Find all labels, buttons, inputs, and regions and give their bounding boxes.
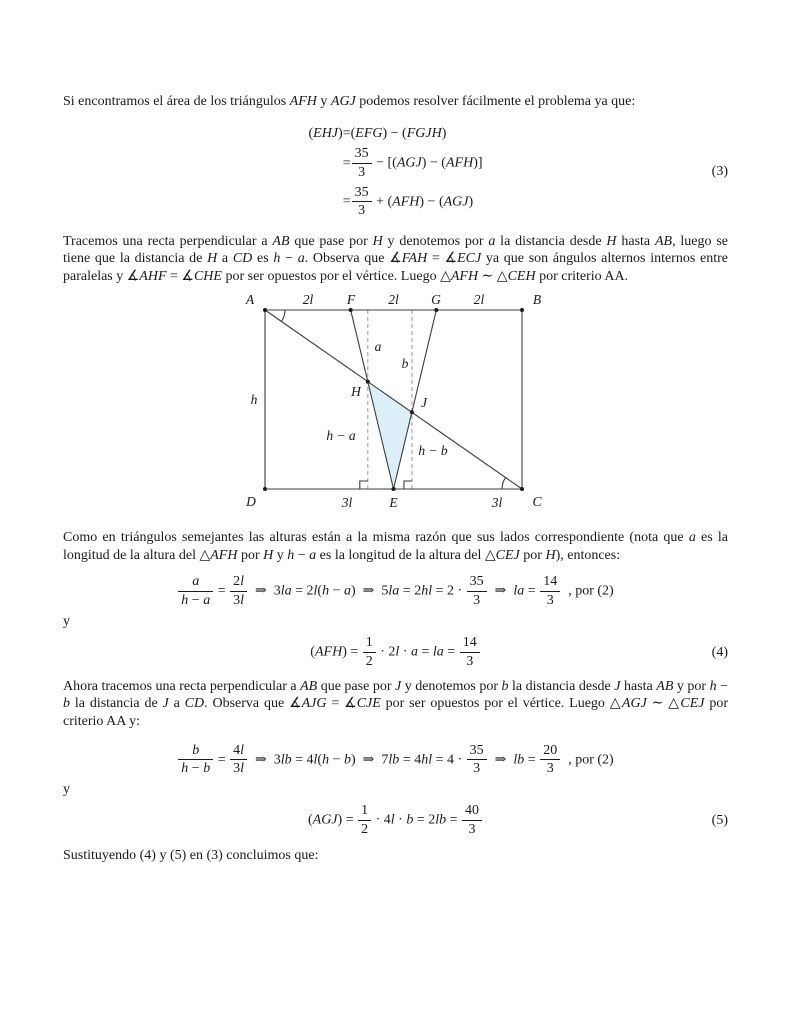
vertex-dot-H (366, 379, 370, 383)
equation-rhs: $\frac{35}{3}$ − [(AGJ) − (AFH)] (351, 144, 483, 182)
equation-rhs: (EFG) − (FGJH) (350, 125, 447, 141)
equation-3-alignment (308, 123, 482, 221)
equation-tag-3: (3) (711, 163, 728, 179)
paragraph-perpendicular-H: Tracemos una recta perpendicular a AB que pase por H y denotemos por a la distancia desde H hasta AB, luego se tiene que la distancia de H a CD es h − a. Observa que ∡FAH = ∡ECJ ya que son ángulos alternos internos entre paralelas y ∡AHF = ∡CHE por ser opuestos por el vértice. Luego △AFH ∼ △CEH por criterio AA. (63, 233, 728, 285)
equation-row (308, 123, 482, 145)
label-h-minus-a: h − a (326, 427, 356, 443)
equation-lhs: (EHJ) (308, 125, 343, 141)
paragraph-conclusion: Sustituyendo (4) y (5) en (3) concluimos que: (63, 847, 319, 863)
vertex-dot-G (434, 308, 438, 312)
vertex-dot-E (392, 487, 396, 491)
vertex-dot-D (263, 487, 267, 491)
equation-content: $\frac{b}{h - b}$ = $\frac{4l}{3l}$ ⇒ 3lb = 4l(h − b) ⇒ 7lb = 4hl = 4 · $\frac{35}{3}$ ⇒ lb = $\frac{20}{3}$ , por (2) (177, 743, 613, 777)
vertex-dot-C (520, 487, 524, 491)
paragraph-intro: Si encontramos el área de los triángulos AFH y AGJ podemos resolver fácilmente el problema ya que: (63, 94, 636, 109)
vertex-dot-A (263, 308, 267, 312)
equation-content: (AFH) = $\frac{1}{2}$ · 2l · a = la = $\frac{14}{3}$ (310, 635, 480, 669)
connector-y: y (63, 613, 70, 629)
right-angle-mark-H-foot (360, 481, 368, 489)
equation-block-5 (63, 803, 728, 837)
label-a: a (374, 338, 382, 354)
paragraph-perpendicular-J: Ahora tracemos una recta perpendicular a AB que pase por J y denotemos por b la distancia desde J hasta AB y por h − b la distancia de J a CD. Observa que ∡AJG = ∡CJE por ser opuestos por el vértice. Luego △AGJ ∼ △CEJ por criterio AA y: (63, 678, 729, 729)
label-B: B (532, 291, 542, 307)
diagram-svg (238, 288, 553, 514)
paragraph-similar-triangles: Como en triángulos semejantes las alturas están a la misma razón que sus lados correspondiente (nota que a es la longitud de la altura del △AFH por H y h − a es la longitud de la altura del △CEJ por H), entonces: (63, 530, 729, 563)
equals-sign: = (342, 125, 351, 141)
label-2l-GB: 2l (473, 291, 485, 307)
equation-row (308, 183, 482, 221)
equals-sign: = (342, 155, 351, 171)
label-J: J (421, 394, 427, 410)
equation-content: (AGJ) = $\frac{1}{2}$ · 4l · b = 2lb = $\frac{40}{3}$ (308, 803, 483, 837)
label-2l-FG: 2l (388, 291, 399, 307)
label-C: C (532, 493, 542, 509)
label-H: H (351, 383, 361, 399)
equation-lhs (308, 183, 342, 221)
label-h-minus-b: h − b (418, 442, 448, 458)
vertex-dot-J (410, 410, 414, 414)
label-3l-DE: 3l (341, 494, 353, 510)
label-D: D (246, 493, 256, 509)
equation-tag-5: (5) (711, 812, 728, 828)
label-3l-EC: 3l (491, 494, 503, 510)
equation-rhs: $\frac{35}{3}$ + (AFH) − (AGJ) (351, 183, 483, 221)
label-b: b (401, 355, 409, 371)
label-E: E (389, 494, 398, 510)
right-angle-mark-J-foot (404, 481, 412, 489)
equation-ratio-a (63, 574, 728, 608)
equation-block-3 (63, 123, 728, 221)
connector-y: y (63, 781, 70, 797)
label-A: A (245, 291, 255, 307)
equation-content: $\frac{a}{h - a}$ = $\frac{2l}{3l}$ ⇒ 3la = 2l(h − a) ⇒ 5la = 2hl = 2 · $\frac{35}{3}$ ⇒ la = $\frac{14}{3}$ , por (2) (177, 574, 613, 608)
label-F: F (346, 291, 356, 307)
equation-tag-4: (4) (711, 644, 728, 660)
equation-ratio-b (63, 743, 728, 777)
equation-lhs (308, 144, 342, 182)
segment-GE (394, 310, 437, 489)
label-G: G (431, 291, 441, 307)
equation-row (308, 144, 482, 182)
label-2l-AF: 2l (302, 291, 314, 307)
equals-sign: = (342, 193, 351, 209)
vertex-dot-B (520, 308, 524, 312)
geometry-diagram (63, 288, 728, 520)
vertex-dot-F (349, 308, 353, 312)
label-h: h (250, 391, 258, 407)
angle-arc-A (281, 310, 285, 321)
angle-arc-C (502, 477, 506, 488)
equation-block-4 (63, 635, 728, 669)
